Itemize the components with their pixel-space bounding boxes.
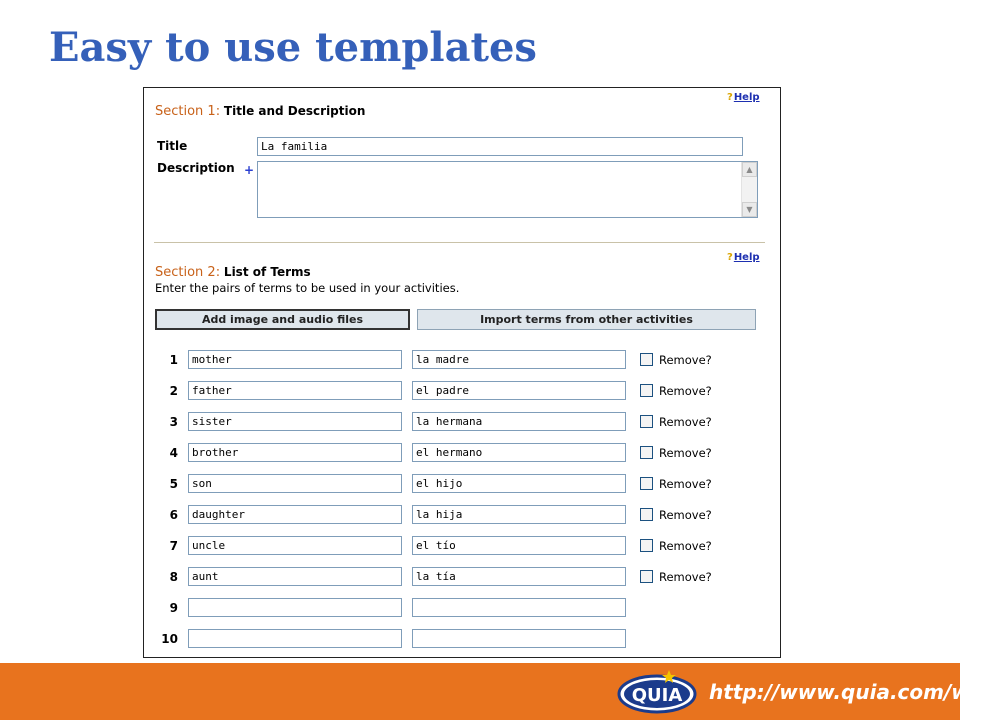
definition-input[interactable] (412, 412, 626, 431)
term-row-number: 2 (169, 384, 178, 398)
title-label: Title (157, 139, 188, 153)
remove-label: Remove? (659, 446, 712, 460)
remove-label: Remove? (659, 508, 712, 522)
section2-heading (155, 265, 311, 280)
term-row-number: 4 (169, 446, 178, 460)
remove-label: Remove? (659, 477, 712, 491)
term-input[interactable] (188, 567, 402, 586)
scroll-up-icon[interactable]: ▲ (742, 162, 757, 177)
remove-checkbox[interactable] (640, 415, 653, 428)
expand-description-icon[interactable]: + (244, 163, 255, 177)
term-row-number: 10 (161, 632, 178, 646)
section-divider (154, 242, 765, 243)
slide-title: Easy to use templates (49, 24, 537, 71)
remove-label: Remove? (659, 539, 712, 553)
definition-input[interactable] (412, 598, 626, 617)
definition-input[interactable] (412, 505, 626, 524)
quia-template-form (143, 87, 781, 658)
term-row-number: 7 (169, 539, 178, 553)
definition-input[interactable] (412, 536, 626, 555)
section2-instructions: Enter the pairs of terms to be used in your activities. (155, 281, 460, 295)
section1-number: Section 1: (155, 104, 221, 119)
scroll-down-icon[interactable]: ▼ (742, 202, 757, 217)
footer-url: http://www.quia.com/web (709, 680, 998, 704)
term-input[interactable] (188, 474, 402, 493)
term-row-number: 8 (169, 570, 178, 584)
import-terms-button[interactable]: Import terms from other activities (417, 309, 756, 330)
remove-checkbox[interactable] (640, 446, 653, 459)
remove-checkbox[interactable] (640, 384, 653, 397)
remove-checkbox[interactable] (640, 477, 653, 490)
term-row-number: 1 (169, 353, 178, 367)
remove-checkbox[interactable] (640, 508, 653, 521)
remove-label: Remove? (659, 353, 712, 367)
title-input[interactable] (257, 137, 743, 156)
description-label: Description (157, 161, 235, 175)
remove-checkbox[interactable] (640, 353, 653, 366)
term-input[interactable] (188, 412, 402, 431)
term-input[interactable] (188, 381, 402, 400)
section2-name: List of Terms (223, 265, 311, 279)
remove-label: Remove? (659, 415, 712, 429)
term-input[interactable] (188, 536, 402, 555)
definition-input[interactable] (412, 474, 626, 493)
definition-input[interactable] (412, 443, 626, 462)
section1-heading (155, 104, 365, 119)
term-input[interactable] (188, 598, 402, 617)
remove-label: Remove? (659, 570, 712, 584)
term-input[interactable] (188, 443, 402, 462)
quia-logo (617, 668, 703, 714)
remove-checkbox[interactable] (640, 539, 653, 552)
term-input[interactable] (188, 505, 402, 524)
question-mark-icon: ? (727, 252, 733, 263)
term-row-number: 6 (169, 508, 178, 522)
section2-number: Section 2: (155, 265, 221, 280)
definition-input[interactable] (412, 350, 626, 369)
remove-label: Remove? (659, 384, 712, 398)
add-image-audio-button[interactable]: Add image and audio files (155, 309, 410, 330)
definition-input[interactable] (412, 629, 626, 648)
help-link-section2[interactable]: ?Help (727, 252, 760, 263)
description-scrollbar[interactable] (741, 162, 757, 217)
definition-input[interactable] (412, 567, 626, 586)
remove-checkbox[interactable] (640, 570, 653, 583)
term-row-number: 3 (169, 415, 178, 429)
question-mark-icon: ? (727, 92, 733, 103)
term-input[interactable] (188, 350, 402, 369)
term-row-number: 9 (169, 601, 178, 615)
help-link-section1[interactable]: ?Help (727, 92, 760, 103)
svg-text:QUIA: QUIA (631, 685, 683, 706)
description-textarea[interactable] (257, 161, 758, 218)
definition-input[interactable] (412, 381, 626, 400)
term-input[interactable] (188, 629, 402, 648)
section1-name: Title and Description (223, 104, 366, 118)
term-row-number: 5 (169, 477, 178, 491)
footer-bar (0, 663, 998, 720)
